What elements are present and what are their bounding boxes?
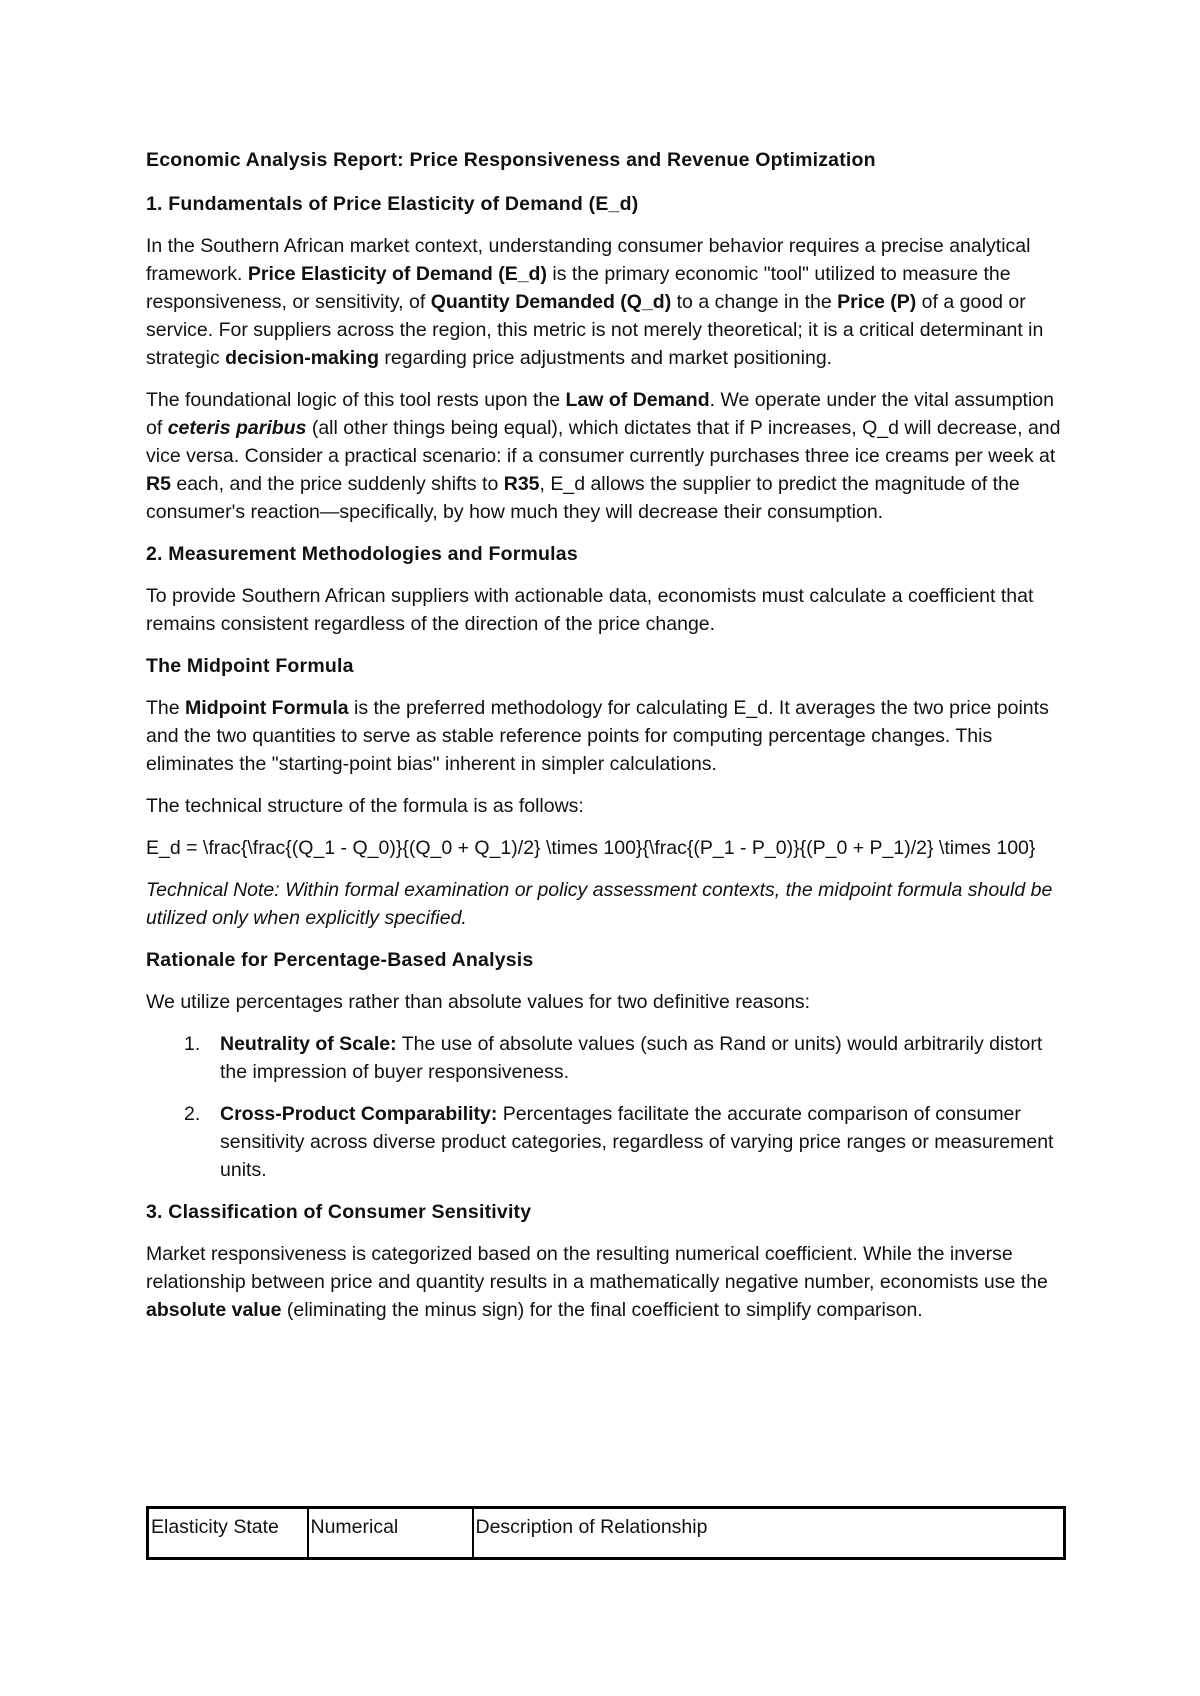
document-page — [146, 146, 1066, 1324]
section-1-paragraph-1 — [146, 232, 1066, 372]
formula-text: E_d = \frac{\frac{(Q_1 - Q_0)}{(Q_0 + Q_1)/2} \times 100}{\frac{(P_1 - P_0)}{(P_0 + P_1)/2} \times 100} — [146, 837, 1036, 859]
section-1-heading: 1. Fundamentals of Price Elasticity of Demand (E_d) — [146, 193, 639, 215]
text-run: is the primary economic "tool" utilized to measure the responsiveness, or sensitivity, of — [146, 263, 1011, 313]
text-run: each, and the price suddenly shifts to — [170, 473, 504, 495]
section-3-paragraph-1 — [146, 1240, 1066, 1324]
midpoint-formula-heading: The Midpoint Formula — [146, 655, 354, 677]
table-header-cell: Numerical — [308, 1508, 473, 1559]
technical-note-text: Technical Note: Within formal examination or policy assessment contexts, the midpoint formula should be utilized only when explicitly specified. — [146, 879, 1053, 929]
section-1-paragraph-2 — [146, 386, 1066, 526]
text-run: is the preferred methodology for calculating E_d. It averages the two price points and the two quantities to serve as stable reference points for computing percentage changes. This eliminates the "starting-point bias" inherent in simpler calculations. — [146, 697, 1049, 775]
bold-term: R5 — [146, 473, 171, 495]
table-header-cell: Elasticity State — [148, 1508, 308, 1559]
section-2-heading: 2. Measurement Methodologies and Formulas — [146, 543, 578, 565]
bold-term: decision-making — [225, 347, 379, 369]
text-run: . We operate under the vital assumption of — [146, 389, 1054, 439]
text-run: In the Southern African market context, understanding consumer behavior requires a precise analytical framework. — [146, 235, 1031, 285]
text-run: (eliminating the minus sign) for the final coefficient to simplify comparison. — [281, 1299, 923, 1321]
bold-term: R35 — [503, 473, 540, 495]
text-run: Market responsiveness is categorized based on the resulting numerical coefficient. While the inverse relationship between price and quantity results in a mathematically negative number, economists use the — [146, 1243, 1048, 1293]
list-number: 1. — [184, 1033, 201, 1055]
reasons-list — [146, 1030, 1066, 1184]
list-number: 2. — [184, 1103, 201, 1125]
italic-term: ceteris paribus — [167, 417, 307, 439]
text-run: The foundational logic of this tool rests upon the — [146, 389, 566, 411]
document-title: Economic Analysis Report: Price Responsiveness and Revenue Optimization — [146, 149, 876, 171]
bold-term: Law of Demand — [565, 389, 710, 411]
list-item — [146, 1100, 1066, 1184]
list-item — [146, 1030, 1066, 1086]
elasticity-table — [146, 1506, 1066, 1560]
text-run: The — [146, 697, 186, 719]
bold-term: Price (P) — [837, 291, 917, 313]
section-2-paragraph-3: The technical structure of the formula is as follows: — [146, 795, 584, 817]
section-2-paragraph-1: To provide Southern African suppliers with actionable data, economists must calculate a coefficient that remains consistent regardless of the direction of the price change. — [146, 585, 1034, 635]
bold-term: Cross-Product Comparability: — [220, 1103, 498, 1125]
text-run: , E_d allows the supplier to predict the magnitude of the consumer's reaction—specifically, by how much they will decrease their consumption. — [146, 473, 1020, 523]
rationale-heading: Rationale for Percentage-Based Analysis — [146, 949, 534, 971]
bold-term: absolute value — [146, 1299, 282, 1321]
text-run: The use of absolute values (such as Rand or units) would arbitrarily distort the impression of buyer responsiveness. — [220, 1033, 1043, 1083]
section-2-paragraph-4: We utilize percentages rather than absolute values for two definitive reasons: — [146, 991, 811, 1013]
text-run: Percentages facilitate the accurate comparison of consumer sensitivity across diverse product categories, regardless of varying price ranges or measurement units. — [220, 1103, 1054, 1181]
section-2-paragraph-2 — [146, 694, 1066, 778]
text-run: (all other things being equal), which dictates that if P increases, Q_d will decrease, and vice versa. Consider a practical scenario: if a consumer currently purchases three ice creams per week at — [146, 417, 1061, 467]
bold-term — [168, 417, 307, 439]
bold-term: Midpoint Formula — [185, 697, 349, 719]
text-run: of a good or service. For suppliers across the region, this metric is not merely theoretical; it is a critical determinant in strategic — [146, 291, 1044, 369]
bold-term: Neutrality of Scale: — [220, 1033, 397, 1055]
table-header-cell: Description of Relationship — [475, 1516, 708, 1538]
technical-note — [146, 876, 1066, 932]
table-header-row — [148, 1508, 1065, 1559]
section-3-heading: 3. Classification of Consumer Sensitivity — [146, 1201, 532, 1223]
text-run: regarding price adjustments and market positioning. — [379, 347, 833, 369]
bold-term: Quantity Demanded (Q_d) — [430, 291, 672, 313]
bold-term: Price Elasticity of Demand (E_d) — [247, 263, 547, 285]
text-run: to a change in the — [671, 291, 838, 313]
